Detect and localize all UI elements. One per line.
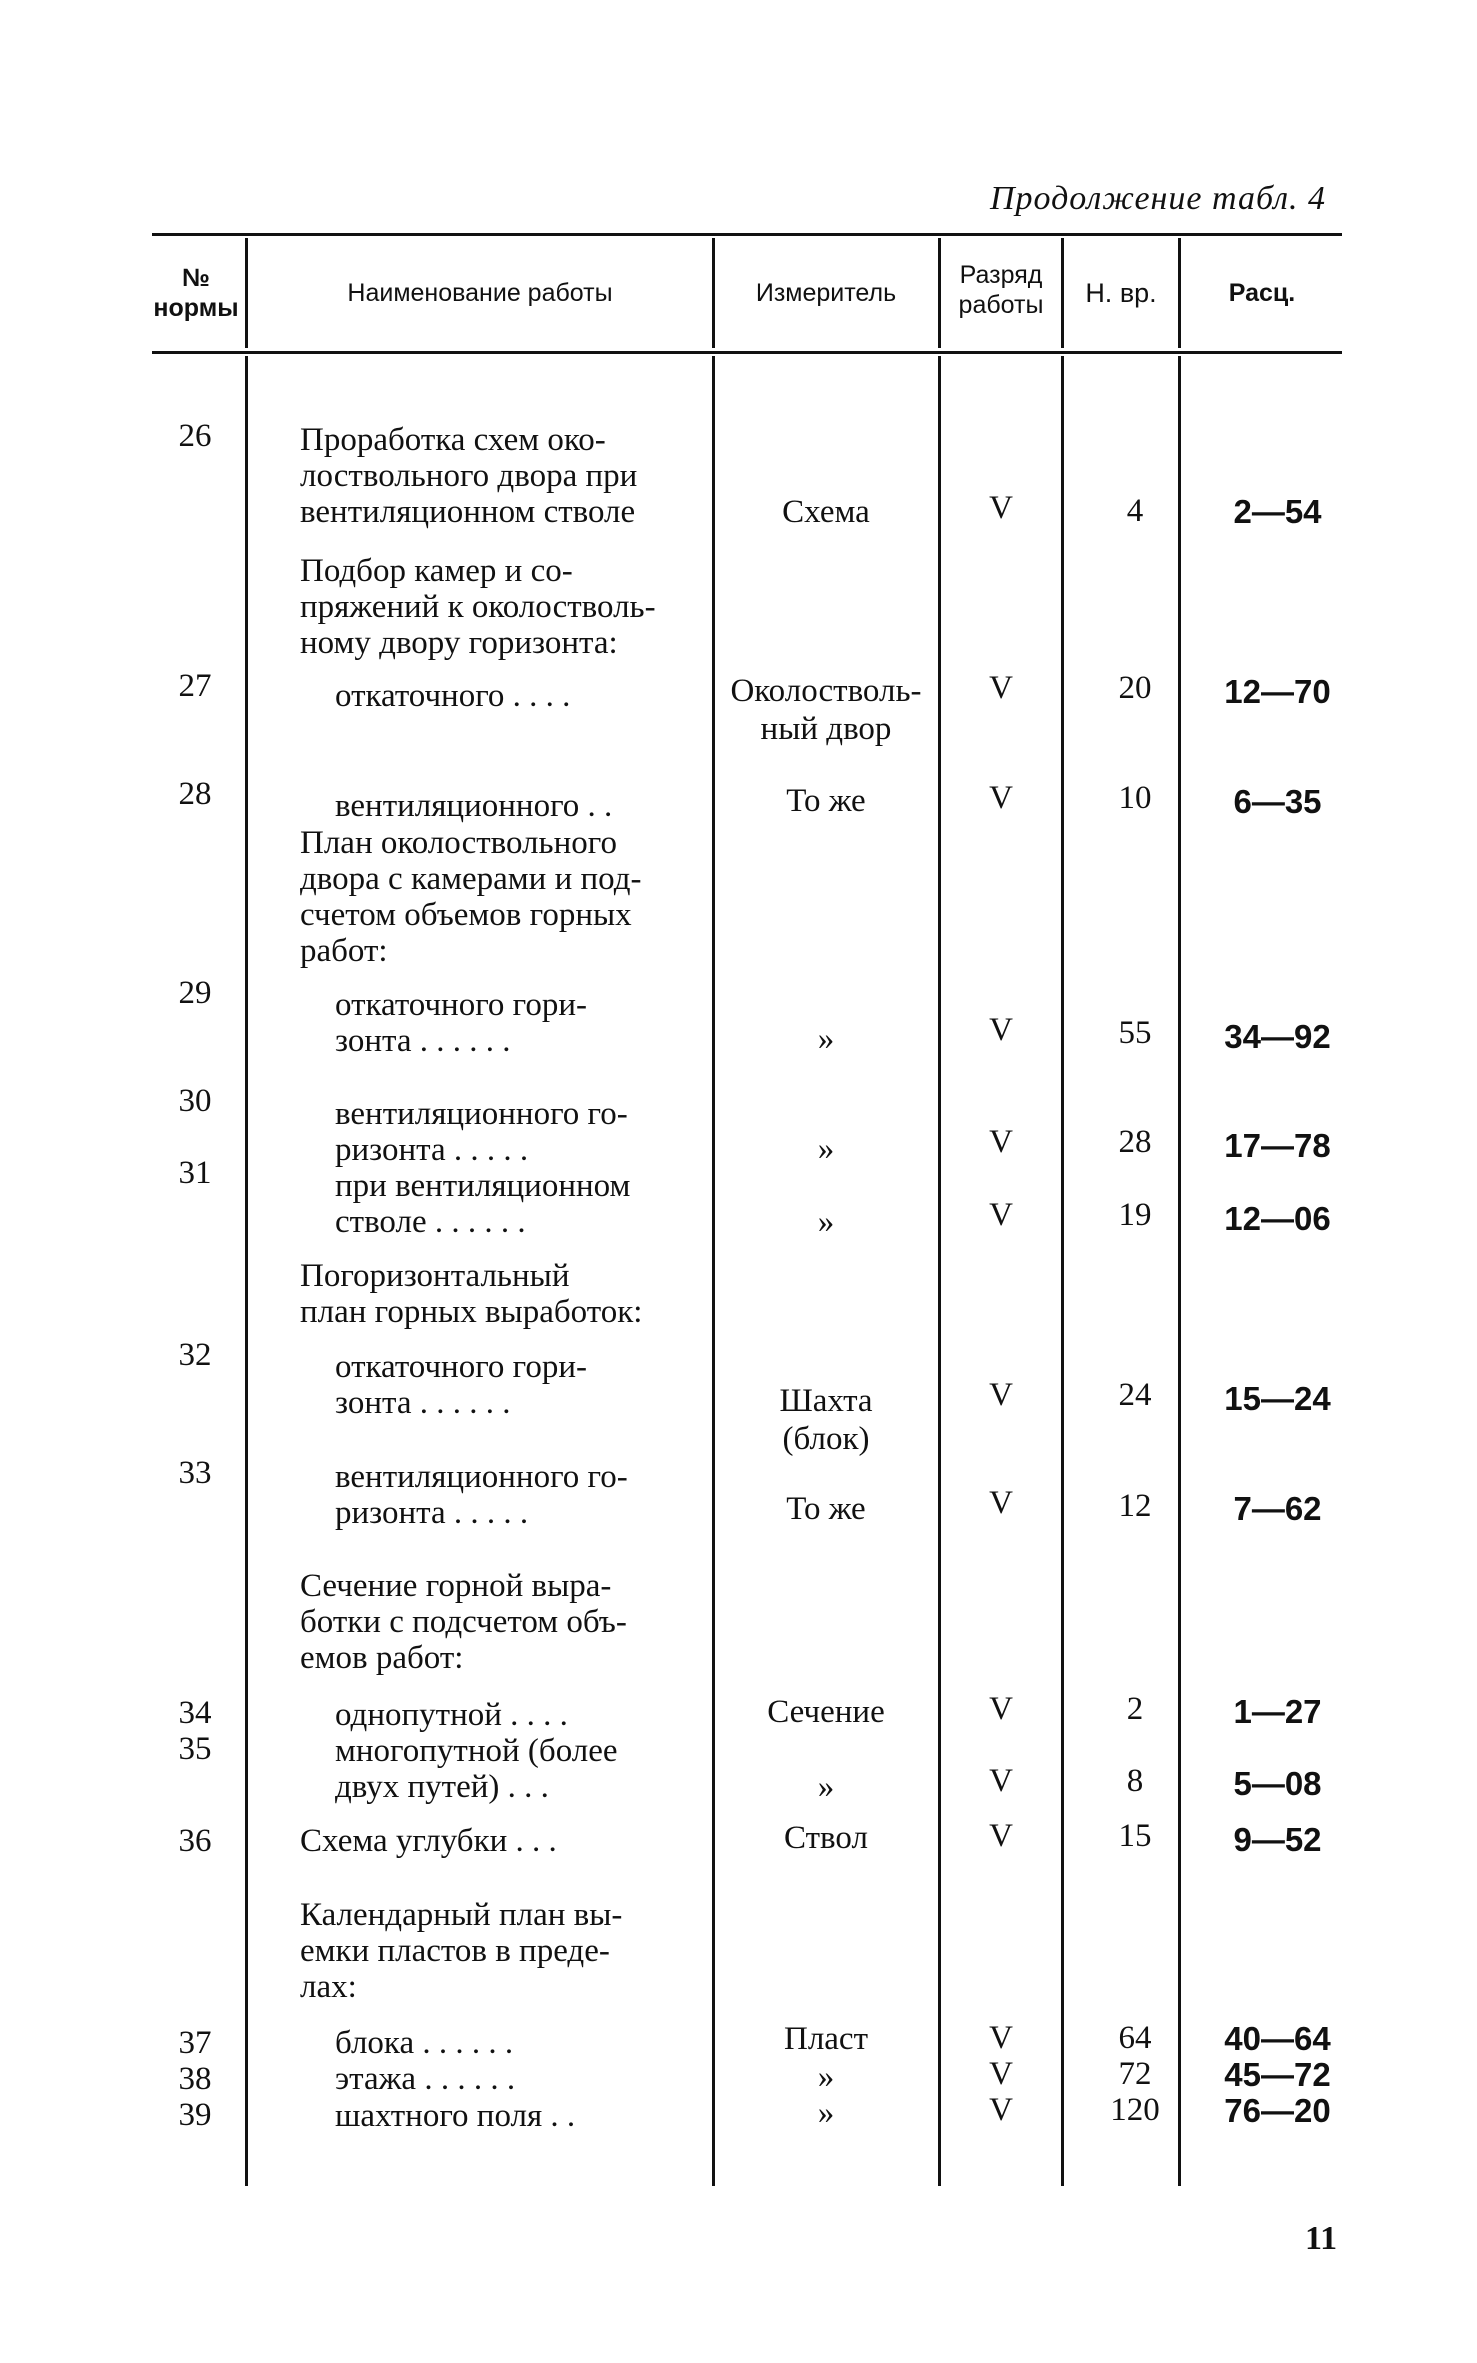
work-name-line: Погоризонтальный xyxy=(300,1258,570,1294)
work-name xyxy=(335,1459,628,1531)
work-name-line: Сечение горной выра- xyxy=(300,1568,612,1604)
work-name-line: зонта . . . . . . xyxy=(335,1385,511,1421)
row-number: 38 xyxy=(178,2061,212,2097)
row-number: 28 xyxy=(178,776,212,812)
work-name-line: пряжений к околостволь- xyxy=(300,589,656,625)
hours-cell: 12 xyxy=(1118,1488,1152,1524)
work-name xyxy=(300,422,700,530)
work-name xyxy=(335,1349,587,1421)
category-cell: V xyxy=(989,2056,1013,2092)
column-divider xyxy=(1178,356,1181,2186)
row-number: 33 xyxy=(178,1455,212,1491)
header-name: Наименование работы xyxy=(347,279,613,307)
column-divider xyxy=(938,356,941,2186)
header-number-line1: № xyxy=(182,264,210,292)
work-name-line: ному двору горизонта: xyxy=(300,625,618,661)
category-cell: V xyxy=(989,1818,1013,1854)
unit-cell: » xyxy=(817,1131,835,1167)
column-divider xyxy=(938,238,941,348)
work-name-line: вентиляционного го- xyxy=(335,1096,628,1132)
header-number xyxy=(148,263,244,323)
group-heading xyxy=(300,553,656,661)
work-name-line: емки пластов в преде- xyxy=(300,1933,610,1969)
header-category xyxy=(942,260,1060,320)
work-name xyxy=(335,987,587,1059)
page-number: 11 xyxy=(1305,2220,1338,2257)
unit-cell: » xyxy=(817,2095,835,2131)
work-name-line: двора с камерами и под- xyxy=(300,861,642,897)
work-name-line: Проработка схем око- xyxy=(300,422,606,458)
category-cell: V xyxy=(989,1691,1013,1727)
rate-cell: 17—78 xyxy=(1224,1127,1331,1164)
work-name: блока . . . . . . xyxy=(335,2025,514,2061)
work-name: откаточного . . . . xyxy=(335,678,571,714)
row-number: 36 xyxy=(178,1823,212,1859)
column-divider xyxy=(1061,356,1064,2186)
work-name: этажа . . . . . . xyxy=(335,2061,516,2097)
hours-cell: 72 xyxy=(1118,2056,1152,2092)
hours-cell: 55 xyxy=(1118,1015,1152,1051)
work-name xyxy=(335,1168,630,1240)
header-hours: Н. вр. xyxy=(1085,278,1157,308)
group-heading xyxy=(300,1258,642,1330)
work-name-line: план горных выработок: xyxy=(300,1294,643,1330)
work-name-line: План околоствольного xyxy=(300,825,617,861)
row-number: 32 xyxy=(178,1337,212,1373)
work-name: вентиляционного . . xyxy=(335,788,613,824)
row-number: 39 xyxy=(178,2097,212,2133)
unit-cell: » xyxy=(817,1204,835,1240)
hours-cell: 120 xyxy=(1110,2092,1160,2128)
rate-cell: 34—92 xyxy=(1224,1018,1331,1055)
column-divider xyxy=(712,238,715,348)
rate-cell: 9—52 xyxy=(1233,1821,1322,1858)
work-name-line: ризонта . . . . . xyxy=(335,1132,529,1168)
hours-cell: 24 xyxy=(1118,1377,1152,1413)
row-number: 27 xyxy=(178,668,212,704)
work-name-line: емов работ: xyxy=(300,1640,464,1676)
rate-cell: 12—06 xyxy=(1224,1200,1331,1237)
unit-line: ный двор xyxy=(760,711,892,747)
work-name-line: счетом объемов горных xyxy=(300,897,632,933)
work-name-line: вентиляционного го- xyxy=(335,1459,628,1495)
unit-cell xyxy=(717,1382,935,1458)
header-category-line1: Разряд xyxy=(959,261,1043,289)
work-name-line: Подбор камер и со- xyxy=(300,553,573,589)
row-number: 31 xyxy=(178,1155,212,1191)
unit-cell: » xyxy=(817,1769,835,1805)
work-name-line: ботки с подсчетом объ- xyxy=(300,1604,627,1640)
work-name-line: стволе . . . . . . xyxy=(335,1204,526,1240)
category-cell: V xyxy=(989,1377,1013,1413)
rate-cell: 7—62 xyxy=(1233,1490,1322,1527)
work-name xyxy=(335,1096,628,1168)
table-header-rule xyxy=(152,351,1342,354)
row-number: 34 xyxy=(178,1695,212,1731)
row-number: 35 xyxy=(178,1731,212,1767)
rate-cell: 5—08 xyxy=(1233,1765,1322,1802)
hours-cell: 2 xyxy=(1126,1691,1144,1727)
work-name-line: зонта . . . . . . xyxy=(335,1023,511,1059)
header-number-line2: нормы xyxy=(153,294,239,322)
group-heading xyxy=(300,825,642,969)
header-category-line2: работы xyxy=(958,291,1044,319)
hours-cell: 4 xyxy=(1126,493,1144,529)
unit-cell: Схема xyxy=(782,494,870,530)
category-cell: V xyxy=(989,490,1013,526)
work-name-line: откаточного гори- xyxy=(335,987,588,1023)
unit-cell: Сечение xyxy=(767,1694,885,1730)
unit-line: Шахта xyxy=(779,1383,873,1419)
hours-cell: 10 xyxy=(1118,780,1152,816)
column-divider xyxy=(1178,238,1181,348)
unit-cell xyxy=(717,672,935,748)
rate-cell: 6—35 xyxy=(1233,783,1322,820)
work-name-line: вентиляционном стволе xyxy=(300,494,636,530)
rate-cell: 45—72 xyxy=(1224,2056,1331,2093)
hours-cell: 8 xyxy=(1126,1763,1144,1799)
table-caption: Продолжение табл. 4 xyxy=(990,180,1327,217)
column-divider xyxy=(245,238,248,348)
category-cell: V xyxy=(989,2020,1013,2056)
category-cell: V xyxy=(989,1012,1013,1048)
rate-cell: 15—24 xyxy=(1224,1380,1331,1417)
hours-cell: 19 xyxy=(1118,1197,1152,1233)
work-name: Схема углубки . . . xyxy=(300,1823,557,1859)
category-cell: V xyxy=(989,1124,1013,1160)
row-number: 37 xyxy=(178,2025,212,2061)
category-cell: V xyxy=(989,2092,1013,2128)
work-name-line: лоствольного двора при xyxy=(300,458,638,494)
work-name-line: ризонта . . . . . xyxy=(335,1495,529,1531)
unit-line: (блок) xyxy=(782,1421,870,1457)
hours-cell: 15 xyxy=(1118,1818,1152,1854)
rate-cell: 12—70 xyxy=(1224,673,1331,710)
work-name-line: Календарный план вы- xyxy=(300,1897,623,1933)
hours-cell: 28 xyxy=(1118,1124,1152,1160)
column-divider xyxy=(1061,238,1064,348)
category-cell: V xyxy=(989,1197,1013,1233)
rate-cell: 1—27 xyxy=(1233,1693,1322,1730)
category-cell: V xyxy=(989,1763,1013,1799)
hours-cell: 64 xyxy=(1118,2020,1152,2056)
rate-cell: 76—20 xyxy=(1224,2092,1331,2129)
work-name-line: работ: xyxy=(300,933,388,969)
hours-cell: 20 xyxy=(1118,670,1152,706)
row-number: 30 xyxy=(178,1083,212,1119)
unit-cell: » xyxy=(817,1021,835,1057)
column-divider xyxy=(712,356,715,2186)
work-name xyxy=(335,1733,618,1805)
rate-cell: 2—54 xyxy=(1233,493,1322,530)
header-rate: Расц. xyxy=(1228,279,1296,307)
category-cell: V xyxy=(989,1485,1013,1521)
row-number: 29 xyxy=(178,975,212,1011)
work-name-line: лах: xyxy=(300,1969,357,2005)
header-unit: Измеритель xyxy=(755,279,897,307)
unit-cell: То же xyxy=(786,1491,866,1527)
unit-cell: » xyxy=(817,2059,835,2095)
work-name: однопутной . . . . xyxy=(335,1697,568,1733)
unit-cell: Ствол xyxy=(784,1820,868,1856)
column-divider xyxy=(245,356,248,2186)
work-name-line: многопутной (более xyxy=(335,1733,618,1769)
category-cell: V xyxy=(989,780,1013,816)
rate-cell: 40—64 xyxy=(1224,2020,1331,2057)
group-heading xyxy=(300,1897,622,2005)
work-name-line: откаточного гори- xyxy=(335,1349,588,1385)
group-heading xyxy=(300,1568,627,1676)
work-name: шахтного поля . . xyxy=(335,2098,576,2134)
unit-cell: Пласт xyxy=(783,2021,868,2057)
unit-cell: То же xyxy=(786,783,866,819)
unit-line: Околостволь- xyxy=(730,673,922,709)
table-top-rule xyxy=(152,233,1342,236)
work-name-line: двух путей) . . . xyxy=(335,1769,549,1805)
row-number: 26 xyxy=(178,418,212,454)
category-cell: V xyxy=(989,670,1013,706)
work-name-line: при вентиляционном xyxy=(335,1168,631,1204)
